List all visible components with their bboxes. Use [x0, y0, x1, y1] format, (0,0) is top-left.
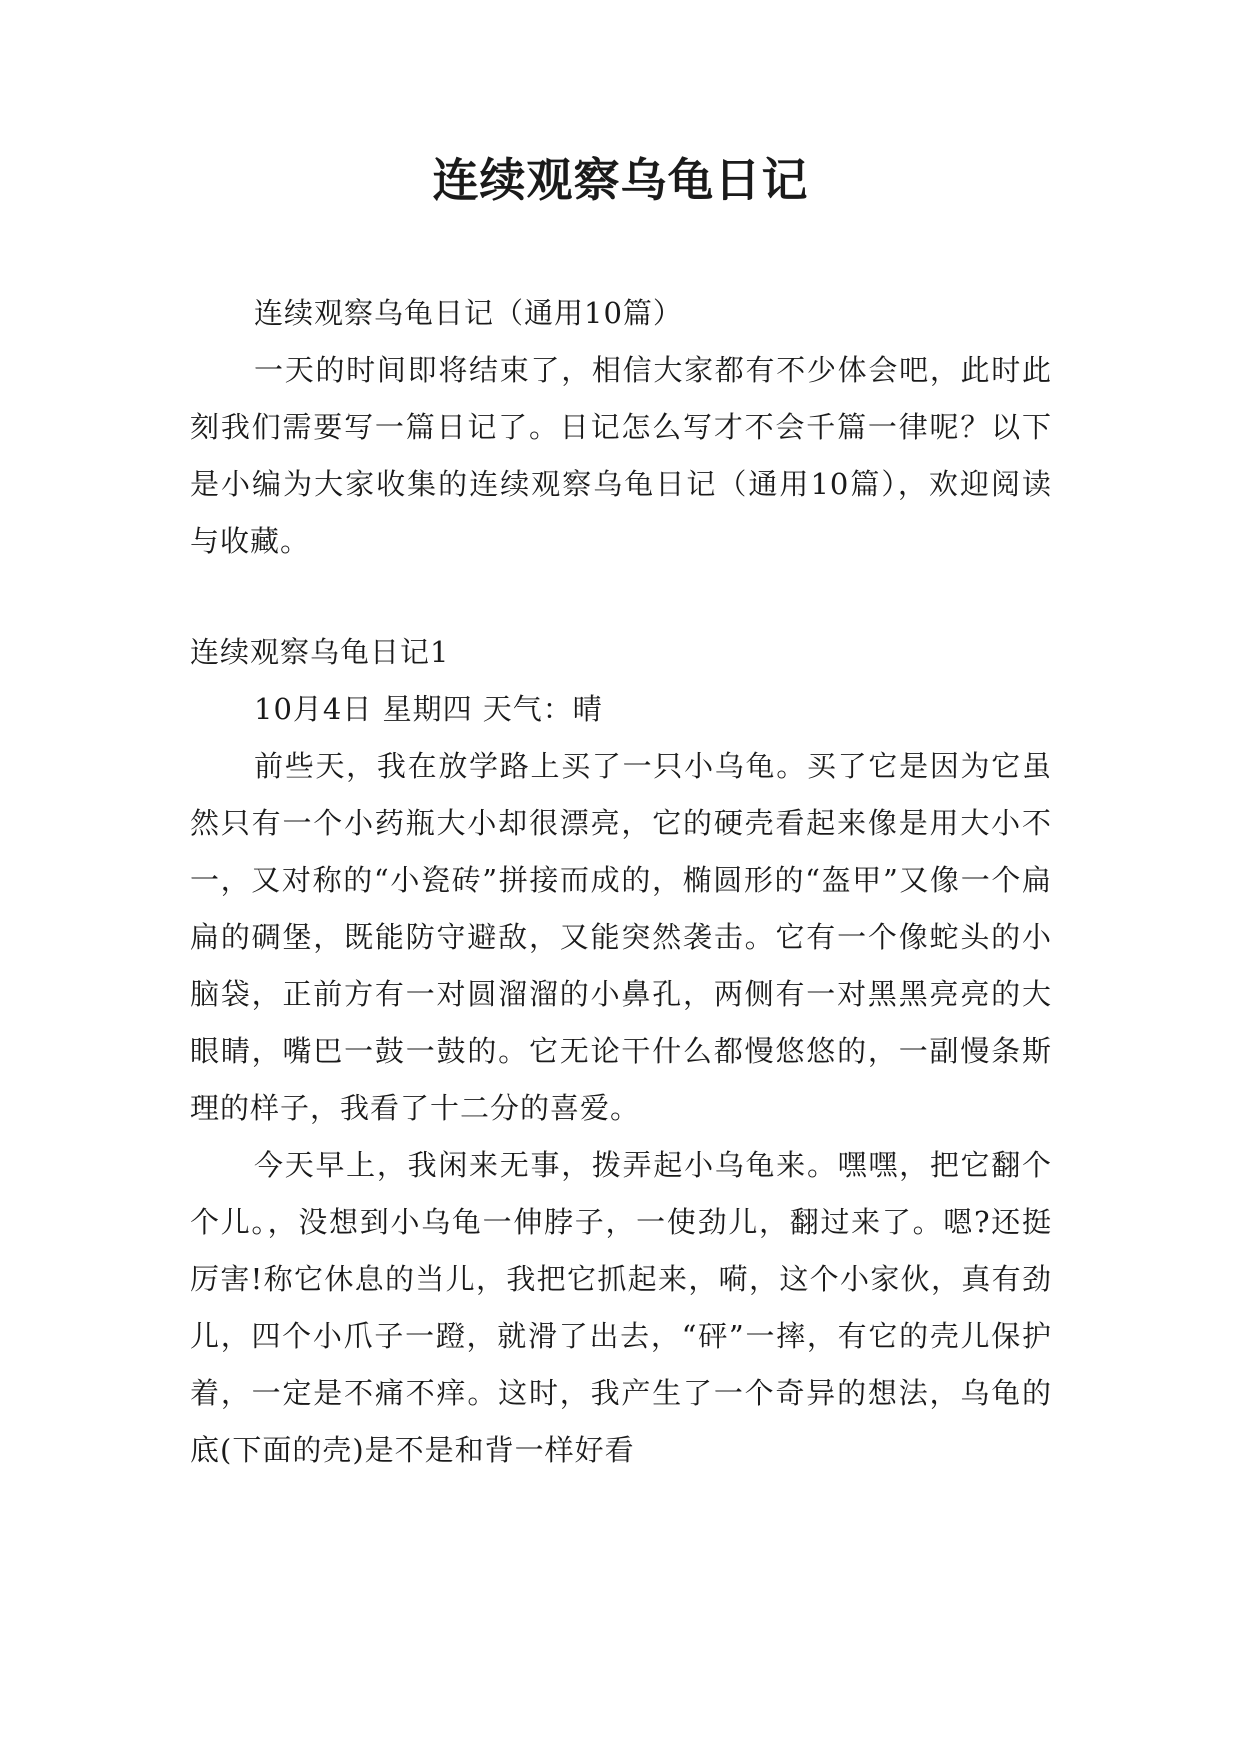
body-paragraph: 今天早上，我闲来无事，拨弄起小乌龟来。嘿嘿，把它翻个个儿。，没想到小乌龟一伸脖子，一使劲儿，翻过来了。嗯?还挺厉害!称它休息的当儿，我把它抓起来，嗬，这个小家伙，真有劲儿，四个小爪子一蹬，就滑了出去，“砰”一摔，有它的壳儿保护着，一定是不痛不痒。这时，我产生了一个奇异的想法，乌龟的底(下面的壳)是不是和背一样好看	[190, 1148, 1052, 1467]
body-paragraph: 前些天，我在放学路上买了一只小乌龟。买了它是因为它虽然只有一个小药瓶大小却很漂亮，它的硬壳看起来像是用大小不一，又对称的“小瓷砖”拼接而成的，椭圆形的“盔甲”又像一个扁扁的碉堡，既能防守避敌，又能突然袭击。它有一个像蛇头的小脑袋，正前方有一对圆溜溜的小鼻孔，两侧有一对黑黑亮亮的大眼睛，嘴巴一鼓一鼓的。它无论干什么都慢悠悠的，一副慢条斯理的样子，我看了十二分的喜爱。	[190, 749, 1052, 1125]
section-heading: 连续观察乌龟日记1	[190, 635, 450, 669]
document-title: 连续观察乌龟日记	[432, 153, 809, 207]
document-body	[190, 285, 1052, 1479]
document-subtitle: 连续观察乌龟日记（通用10篇）	[254, 296, 683, 330]
diary-date-line: 10月4日 星期四 天气：晴	[254, 692, 603, 726]
intro-paragraph: 一天的时间即将结束了，相信大家都有不少体会吧，此时此刻我们需要写一篇日记了。日记怎么写才不会千篇一律呢？以下是小编为大家收集的连续观察乌龟日记（通用10篇），欢迎阅读与收藏。	[190, 353, 1052, 558]
